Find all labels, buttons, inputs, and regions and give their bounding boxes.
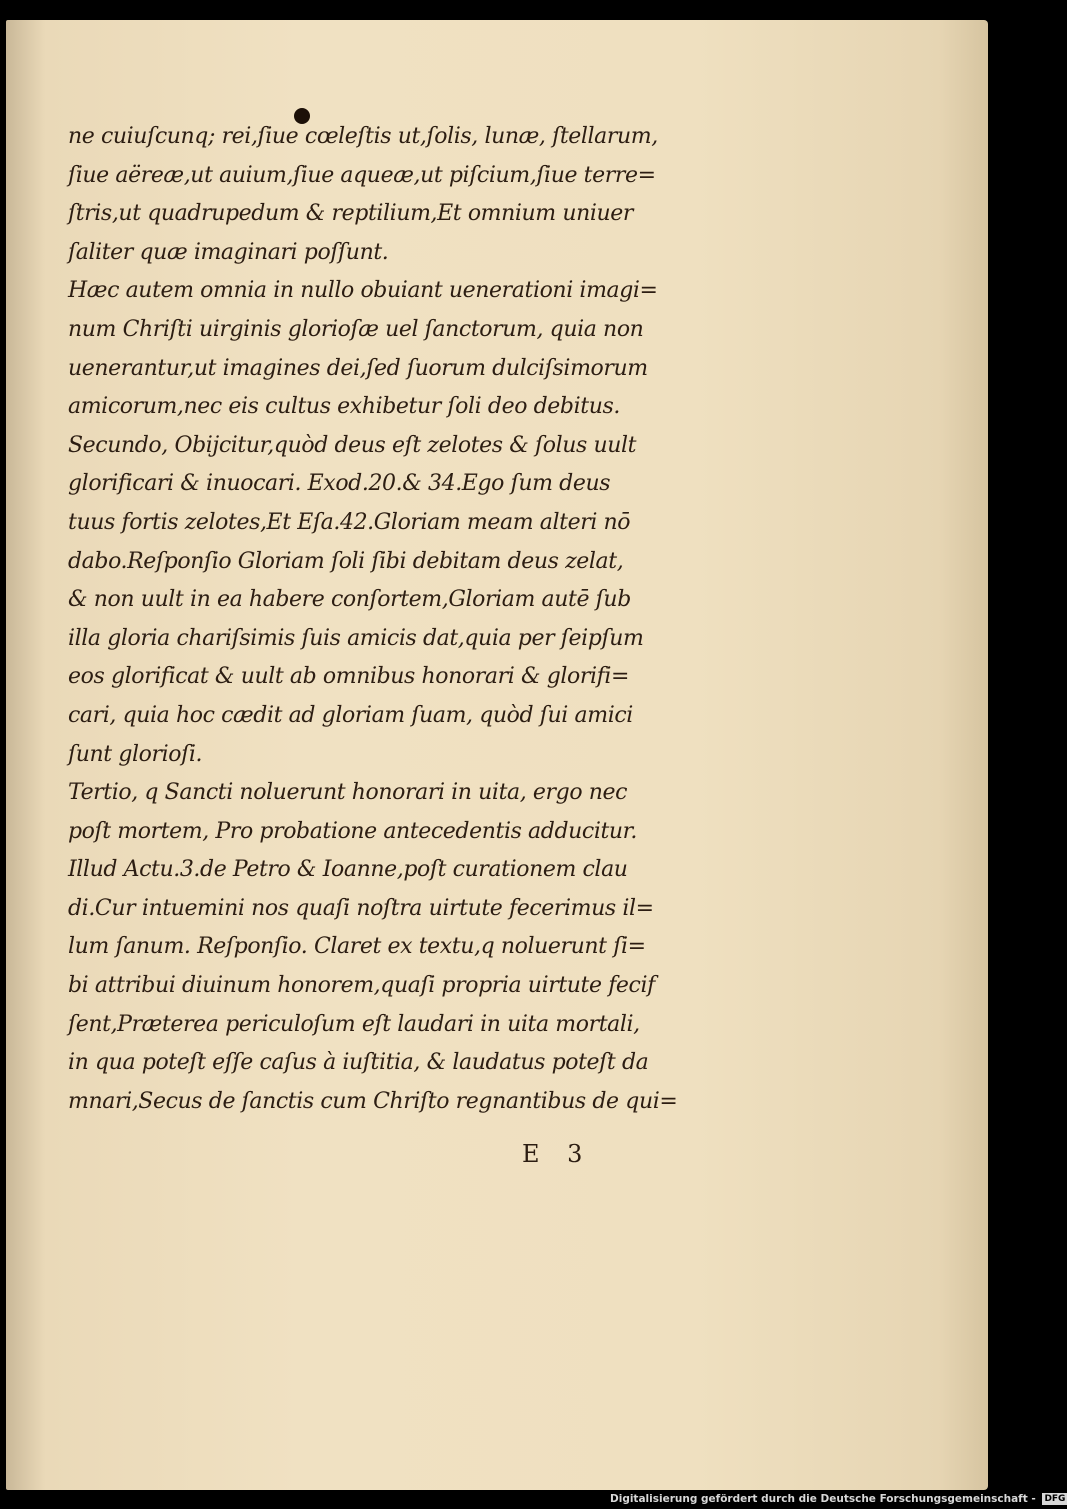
text-line: eos glorificat & uult ab omnibus honorari & glorifi= bbox=[68, 664, 630, 690]
text-line: poſt mortem, Pro probatione antecedentis adducitur. bbox=[68, 818, 637, 844]
text-line: ſtris,ut quadrupedum & reptilium,Et omnium uniuer bbox=[68, 201, 634, 227]
text-line: in qua poteſt eſſe caſus à iuſtitia, & laudatus poteſt da bbox=[68, 1050, 649, 1076]
page-text bbox=[68, 118, 708, 1121]
text-line: & non uult in ea habere conſortem,Gloriam autē ſub bbox=[68, 587, 631, 613]
text-line: bi attribui diuinum honorem,quaſi propria uirtute fecif bbox=[68, 973, 655, 999]
text-line: ſent,Præterea periculoſum eſt laudari in uita mortali, bbox=[68, 1011, 640, 1037]
text-line: ſiue aëreæ,ut auium,ſiue aqueæ,ut piſcium,ſiue terre= bbox=[68, 162, 656, 188]
text-line: num Chriſti uirginis glorioſæ uel ſanctorum, quia non bbox=[68, 316, 644, 342]
text-line: dabo.Reſponſio Gloriam ſoli ſibi debitam deus zelat, bbox=[68, 548, 624, 574]
text-line: di.Cur intuemini nos quaſi noſtra uirtute fecerimus il= bbox=[68, 895, 654, 921]
text-line: cari, quia hoc cædit ad gloriam ſuam, quòd ſui amici bbox=[68, 702, 633, 728]
footer-credit bbox=[610, 1492, 1067, 1506]
text-line: Illud Actu.3.de Petro & Ioanne,poſt curationem clau bbox=[68, 857, 628, 883]
text-line: Tertio, q Sancti noluerunt honorari in uita, ergo nec bbox=[68, 780, 628, 806]
text-line: ne cuiuſcunq; rei,ſiue cœleſtis ut,ſolis, lunæ, ſtellarum, bbox=[68, 124, 658, 149]
dfg-logo-icon: DFG bbox=[1044, 1494, 1066, 1504]
text-line: amicorum,nec eis cultus exhibetur ſoli deo debitus. bbox=[68, 394, 620, 420]
footer-credit-text: Digitalisierung gefördert durch die Deutsche Forschungsgemeinschaft - bbox=[610, 1493, 1036, 1505]
text-line: mnari,Secus de ſanctis cum Chriſto regnantibus de qui= bbox=[68, 1088, 678, 1114]
text-line: ſaliter quæ imaginari poſſunt. bbox=[68, 239, 389, 265]
text-line: lum ſanum. Reſponſio. Claret ex textu,q noluerunt ſi= bbox=[68, 934, 646, 960]
signature-mark: E 3 bbox=[522, 1140, 593, 1168]
text-line: uenerantur,ut imagines dei,ſed ſuorum dulciſsimorum bbox=[68, 355, 648, 381]
text-line: ſunt glorioſi. bbox=[68, 741, 203, 767]
text-line: tuus fortis zelotes,Et Eſa.42.Gloriam meam alteri nō bbox=[68, 509, 631, 535]
text-line: illa gloria chariſsimis ſuis amicis dat,quia per ſeipſum bbox=[68, 625, 644, 651]
text-line: Hæc autem omnia in nullo obuiant uenerationi imagi= bbox=[68, 278, 658, 304]
text-line: glorificari & inuocari. Exod.20.& 34.Ego ſum deus bbox=[68, 471, 611, 497]
text-line: Secundo, Obijcitur,quòd deus eſt zelotes & ſolus uult bbox=[68, 432, 637, 458]
